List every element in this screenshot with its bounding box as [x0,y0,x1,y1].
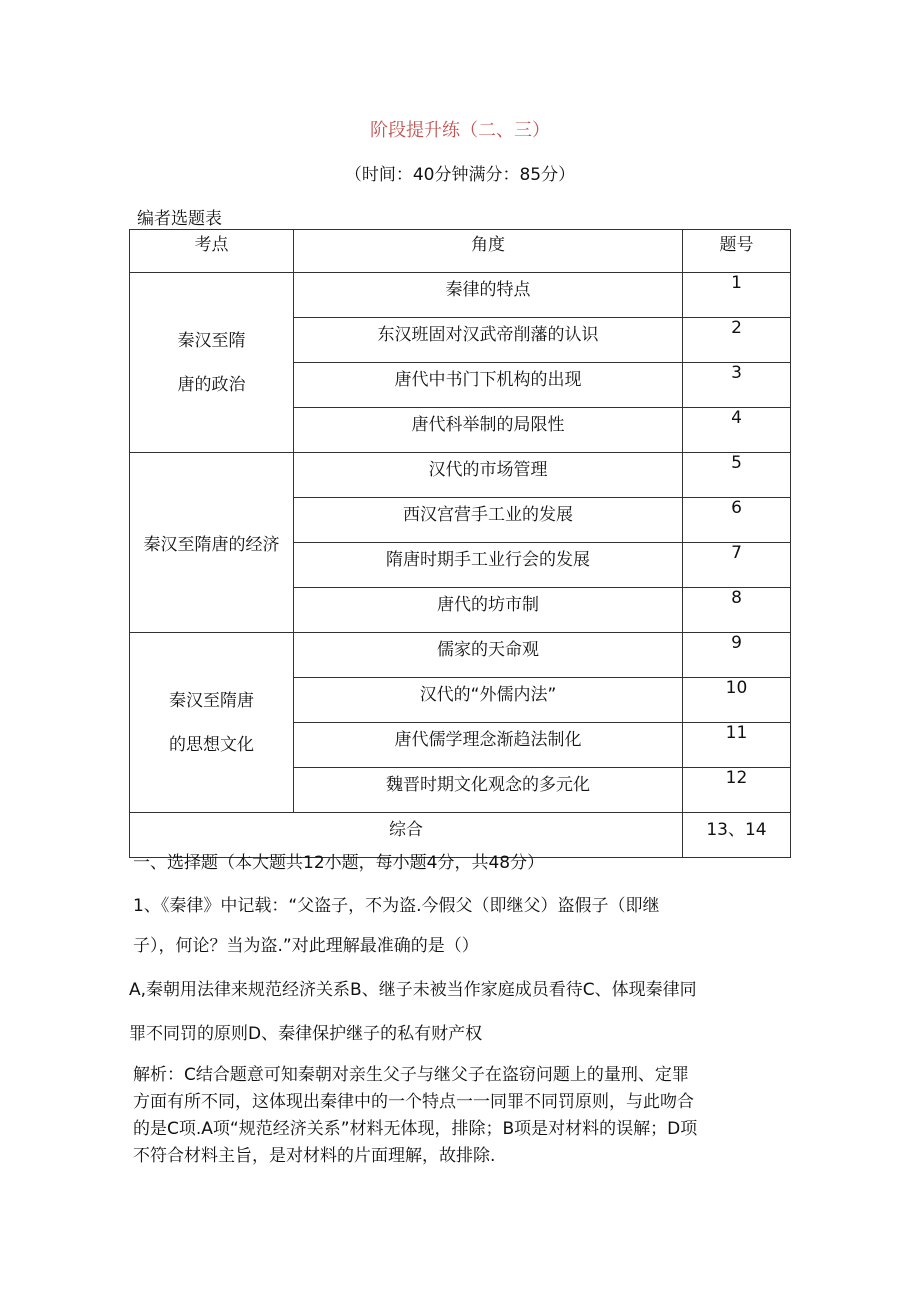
topic-line: 秦汉至隋唐 [169,690,254,711]
options-line: 罪不同罚的原则D、秦律保护继子的私有财产权 [129,1024,483,1044]
analysis-line: 方面有所不同，这体现出秦律中的一个特点一一同罪不同罚原则，与此吻合 [133,1092,694,1112]
analysis-line: 解析：C结合题意可知秦朝对亲生父子与继父子在盗窃问题上的量刑、定罪 [133,1065,689,1085]
analysis-line: 不符合材料主旨，是对材料的片面理解，故排除. [133,1146,496,1166]
analysis-line: 的是C项.A项“规范经济关系”材料无体现，排除；B项是对材料的误解；D项 [133,1119,698,1139]
summary-number: 13、14 [683,813,791,858]
topic-cell-economy [130,453,294,633]
number-cell: 5 [683,453,791,498]
header-angle: 角度 [294,230,683,273]
section-heading: 一、选择题（本大题共12小题，每小题4分，共48分） [133,853,545,873]
angle-cell: 唐代儒学理念渐趋法制化 [294,723,683,768]
number-cell: 12 [683,768,791,813]
header-topic: 考点 [130,230,294,273]
topic-line: 秦汉至隋 [177,330,246,351]
number-cell: 9 [683,633,791,678]
angle-cell: 唐代科举制的局限性 [294,408,683,453]
angle-cell: 唐代中书门下机构的出现 [294,363,683,408]
angle-cell: 秦律的特点 [294,273,683,318]
table-row [130,453,791,498]
angle-cell: 唐代的坊市制 [294,588,683,633]
number-cell: 3 [683,363,791,408]
number-cell: 6 [683,498,791,543]
angle-cell: 东汉班固对汉武帝削藩的认识 [294,318,683,363]
table-row [130,633,791,678]
angle-cell: 汉代的“外儒内法” [294,678,683,723]
number-cell: 1 [683,273,791,318]
time-score-info: （时间：40分钟满分：85分） [344,165,576,185]
number-cell: 11 [683,723,791,768]
angle-cell: 隋唐时期手工业行会的发展 [294,543,683,588]
number-cell: 7 [683,543,791,588]
question-1-analysis [133,1062,793,1170]
table-header-row [130,230,791,273]
options-line: A,秦朝用法律来规范经济关系B、继子未被当作家庭成员看待C、体现秦律同 [129,980,697,1000]
topic-line: 的思想文化 [169,734,254,755]
topic-line: 秦汉至隋唐的经济 [143,535,280,555]
question-line: 1、《秦律》中记载：“父盗子，不为盗.今假父（即继父）盗假子（即继 [133,896,660,916]
angle-cell: 汉代的市场管理 [294,453,683,498]
angle-cell: 魏晋时期文化观念的多元化 [294,768,683,813]
angle-cell: 儒家的天命观 [294,633,683,678]
summary-label: 综合 [130,813,683,858]
table-caption: 编者选题表 [137,209,222,229]
topic-line: 唐的政治 [177,374,246,395]
number-cell: 10 [683,678,791,723]
number-cell: 2 [683,318,791,363]
page-title: 阶段提升练（二、三） [370,120,550,141]
topic-selection-table [129,229,791,858]
number-cell: 8 [683,588,791,633]
number-cell: 4 [683,408,791,453]
header-number: 题号 [683,230,791,273]
table-row [130,273,791,318]
question-1-options [129,968,799,1056]
question-line: 子），何论？当为盗.”对此理解最准确的是（） [133,936,479,956]
angle-cell: 西汉宫营手工业的发展 [294,498,683,543]
topic-cell-politics [130,273,294,453]
question-1 [133,886,793,966]
topic-cell-culture [130,633,294,813]
